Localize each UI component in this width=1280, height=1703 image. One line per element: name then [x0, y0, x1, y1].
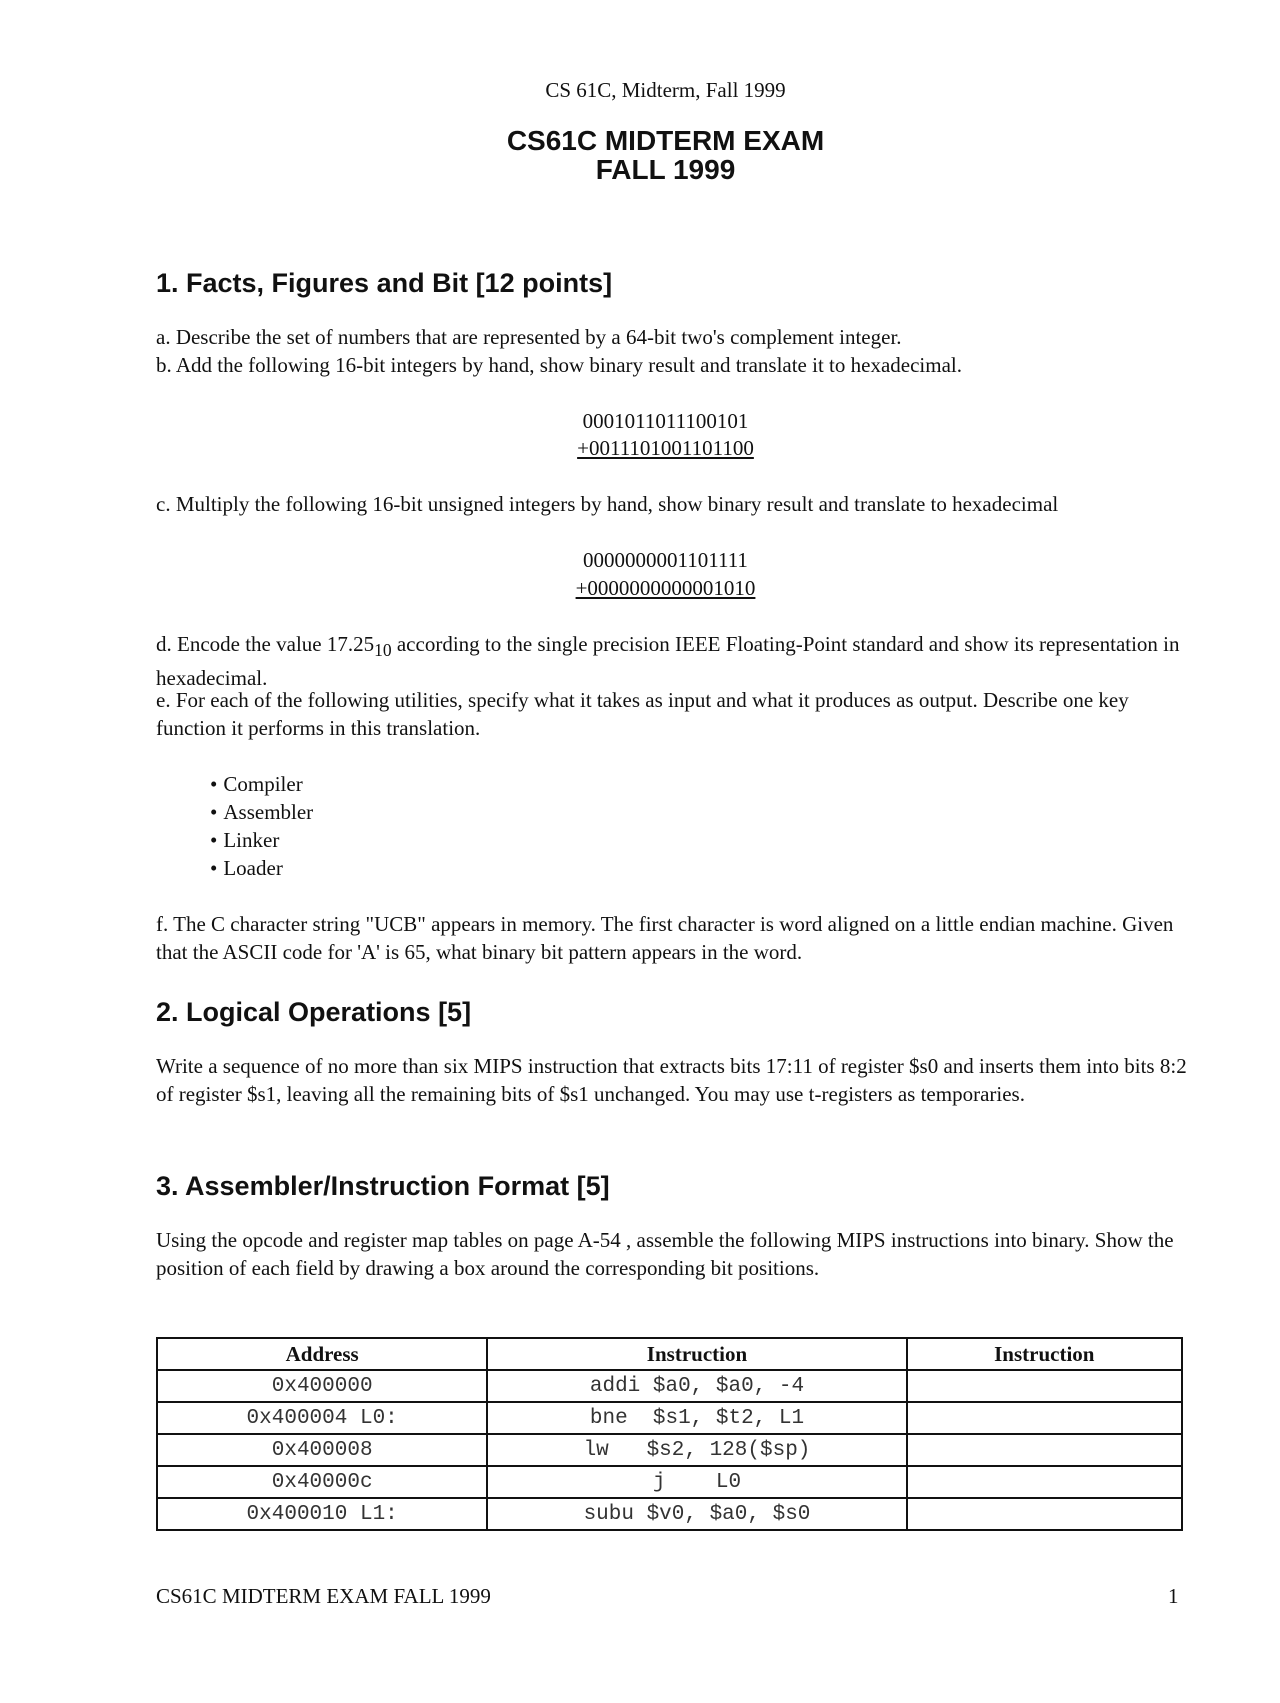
add-operand-bottom-text: +0011101001101100 — [577, 436, 754, 460]
column-header-instruction: Instruction — [487, 1338, 906, 1370]
assembly-table — [156, 1337, 1183, 1531]
utility-item: • Loader — [210, 854, 313, 882]
utility-item: • Linker — [210, 826, 313, 854]
add-operand-top: 0001011011100101 — [582, 409, 749, 433]
binary-answer-cell[interactable] — [907, 1466, 1182, 1498]
question-1f: f. The C character string "UCB" appears in memory. The first character is word aligned on a little endian machine. Given that the ASCII code for 'A' is 65, what binary bit pattern appears in the word. — [156, 912, 1174, 964]
mul-operand-bottom-text: +0000000000001010 — [575, 576, 756, 600]
question-1b: b. Add the following 16-bit integers by hand, show binary result and translate it to hexadecimal. — [156, 353, 962, 377]
question-1d-pre: d. Encode the value 17.25 — [156, 632, 375, 656]
page-number: 1 — [1168, 1584, 1179, 1608]
instruction-cell: subu $v0, $a0, $s0 — [487, 1498, 906, 1530]
column-header-binary: Instruction — [907, 1338, 1182, 1370]
table-row — [157, 1498, 1182, 1530]
instruction-cell: lw $s2, 128($sp) — [487, 1434, 906, 1466]
exam-title-line1: CS61C MIDTERM EXAM — [506, 125, 825, 156]
table-row — [157, 1370, 1182, 1402]
address-cell: 0x400000 — [157, 1370, 487, 1402]
mul-operand-bottom — [0, 574, 1280, 602]
address-cell: 0x40000c — [157, 1466, 487, 1498]
address-cell: 0x400004 L0: — [157, 1402, 487, 1434]
table-header-row — [157, 1338, 1182, 1370]
question-1d-subscript: 10 — [374, 640, 392, 661]
table-row — [157, 1402, 1182, 1434]
instruction-cell: bne $s1, $t2, L1 — [487, 1402, 906, 1434]
exam-title-line2: FALL 1999 — [595, 154, 736, 185]
instruction-cell: j L0 — [487, 1466, 906, 1498]
question-1d-post: according to the single precision IEEE Floating-Point standard and show its representation in hexadecimal. — [156, 632, 1180, 691]
page-header: CS 61C, Midterm, Fall 1999 — [545, 78, 786, 102]
question-1e: e. For each of the following utilities, specify what it takes as input and what it produces as output. Describe one key function it performs in this translation. — [156, 688, 1129, 740]
section3-body: Using the opcode and register map tables on page A-54 , assemble the following MIPS instructions into binary. Show the position of each field by drawing a box around the corresponding bit positions. — [156, 1228, 1174, 1280]
utility-item: • Assembler — [210, 798, 313, 826]
address-cell: 0x400008 — [157, 1434, 487, 1466]
question-1c: c. Multiply the following 16-bit unsigned integers by hand, show binary result and translate to hexadecimal — [156, 492, 1059, 516]
table-row — [157, 1434, 1182, 1466]
add-operand-bottom — [0, 434, 1280, 462]
table-row — [157, 1466, 1182, 1498]
section2-heading: 2. Logical Operations [5] — [156, 997, 472, 1027]
utility-item: • Compiler — [210, 770, 313, 798]
instruction-cell: addi $a0, $a0, -4 — [487, 1370, 906, 1402]
binary-answer-cell[interactable] — [907, 1434, 1182, 1466]
binary-answer-cell[interactable] — [907, 1370, 1182, 1402]
section2-body: Write a sequence of no more than six MIPS instruction that extracts bits 17:11 of register $s0 and inserts them into bits 8:2 of register $s1, leaving all the remaining bits of $s1 unchanged. You may use t-registers as temporaries. — [156, 1054, 1187, 1106]
mul-operand-top: 0000000001101111 — [583, 548, 748, 572]
address-cell: 0x400010 L1: — [157, 1498, 487, 1530]
section3-heading: 3. Assembler/Instruction Format [5] — [156, 1171, 610, 1201]
binary-answer-cell[interactable] — [907, 1498, 1182, 1530]
exam-title — [0, 126, 1280, 184]
question-1d — [156, 630, 1186, 692]
question-1a: a. Describe the set of numbers that are represented by a 64-bit two's complement integer. — [156, 325, 902, 349]
binary-answer-cell[interactable] — [907, 1402, 1182, 1434]
footer-title: CS61C MIDTERM EXAM FALL 1999 — [156, 1584, 491, 1608]
utility-list — [210, 770, 313, 882]
section1-heading: 1. Facts, Figures and Bit [12 points] — [156, 268, 613, 298]
column-header-address: Address — [157, 1338, 487, 1370]
